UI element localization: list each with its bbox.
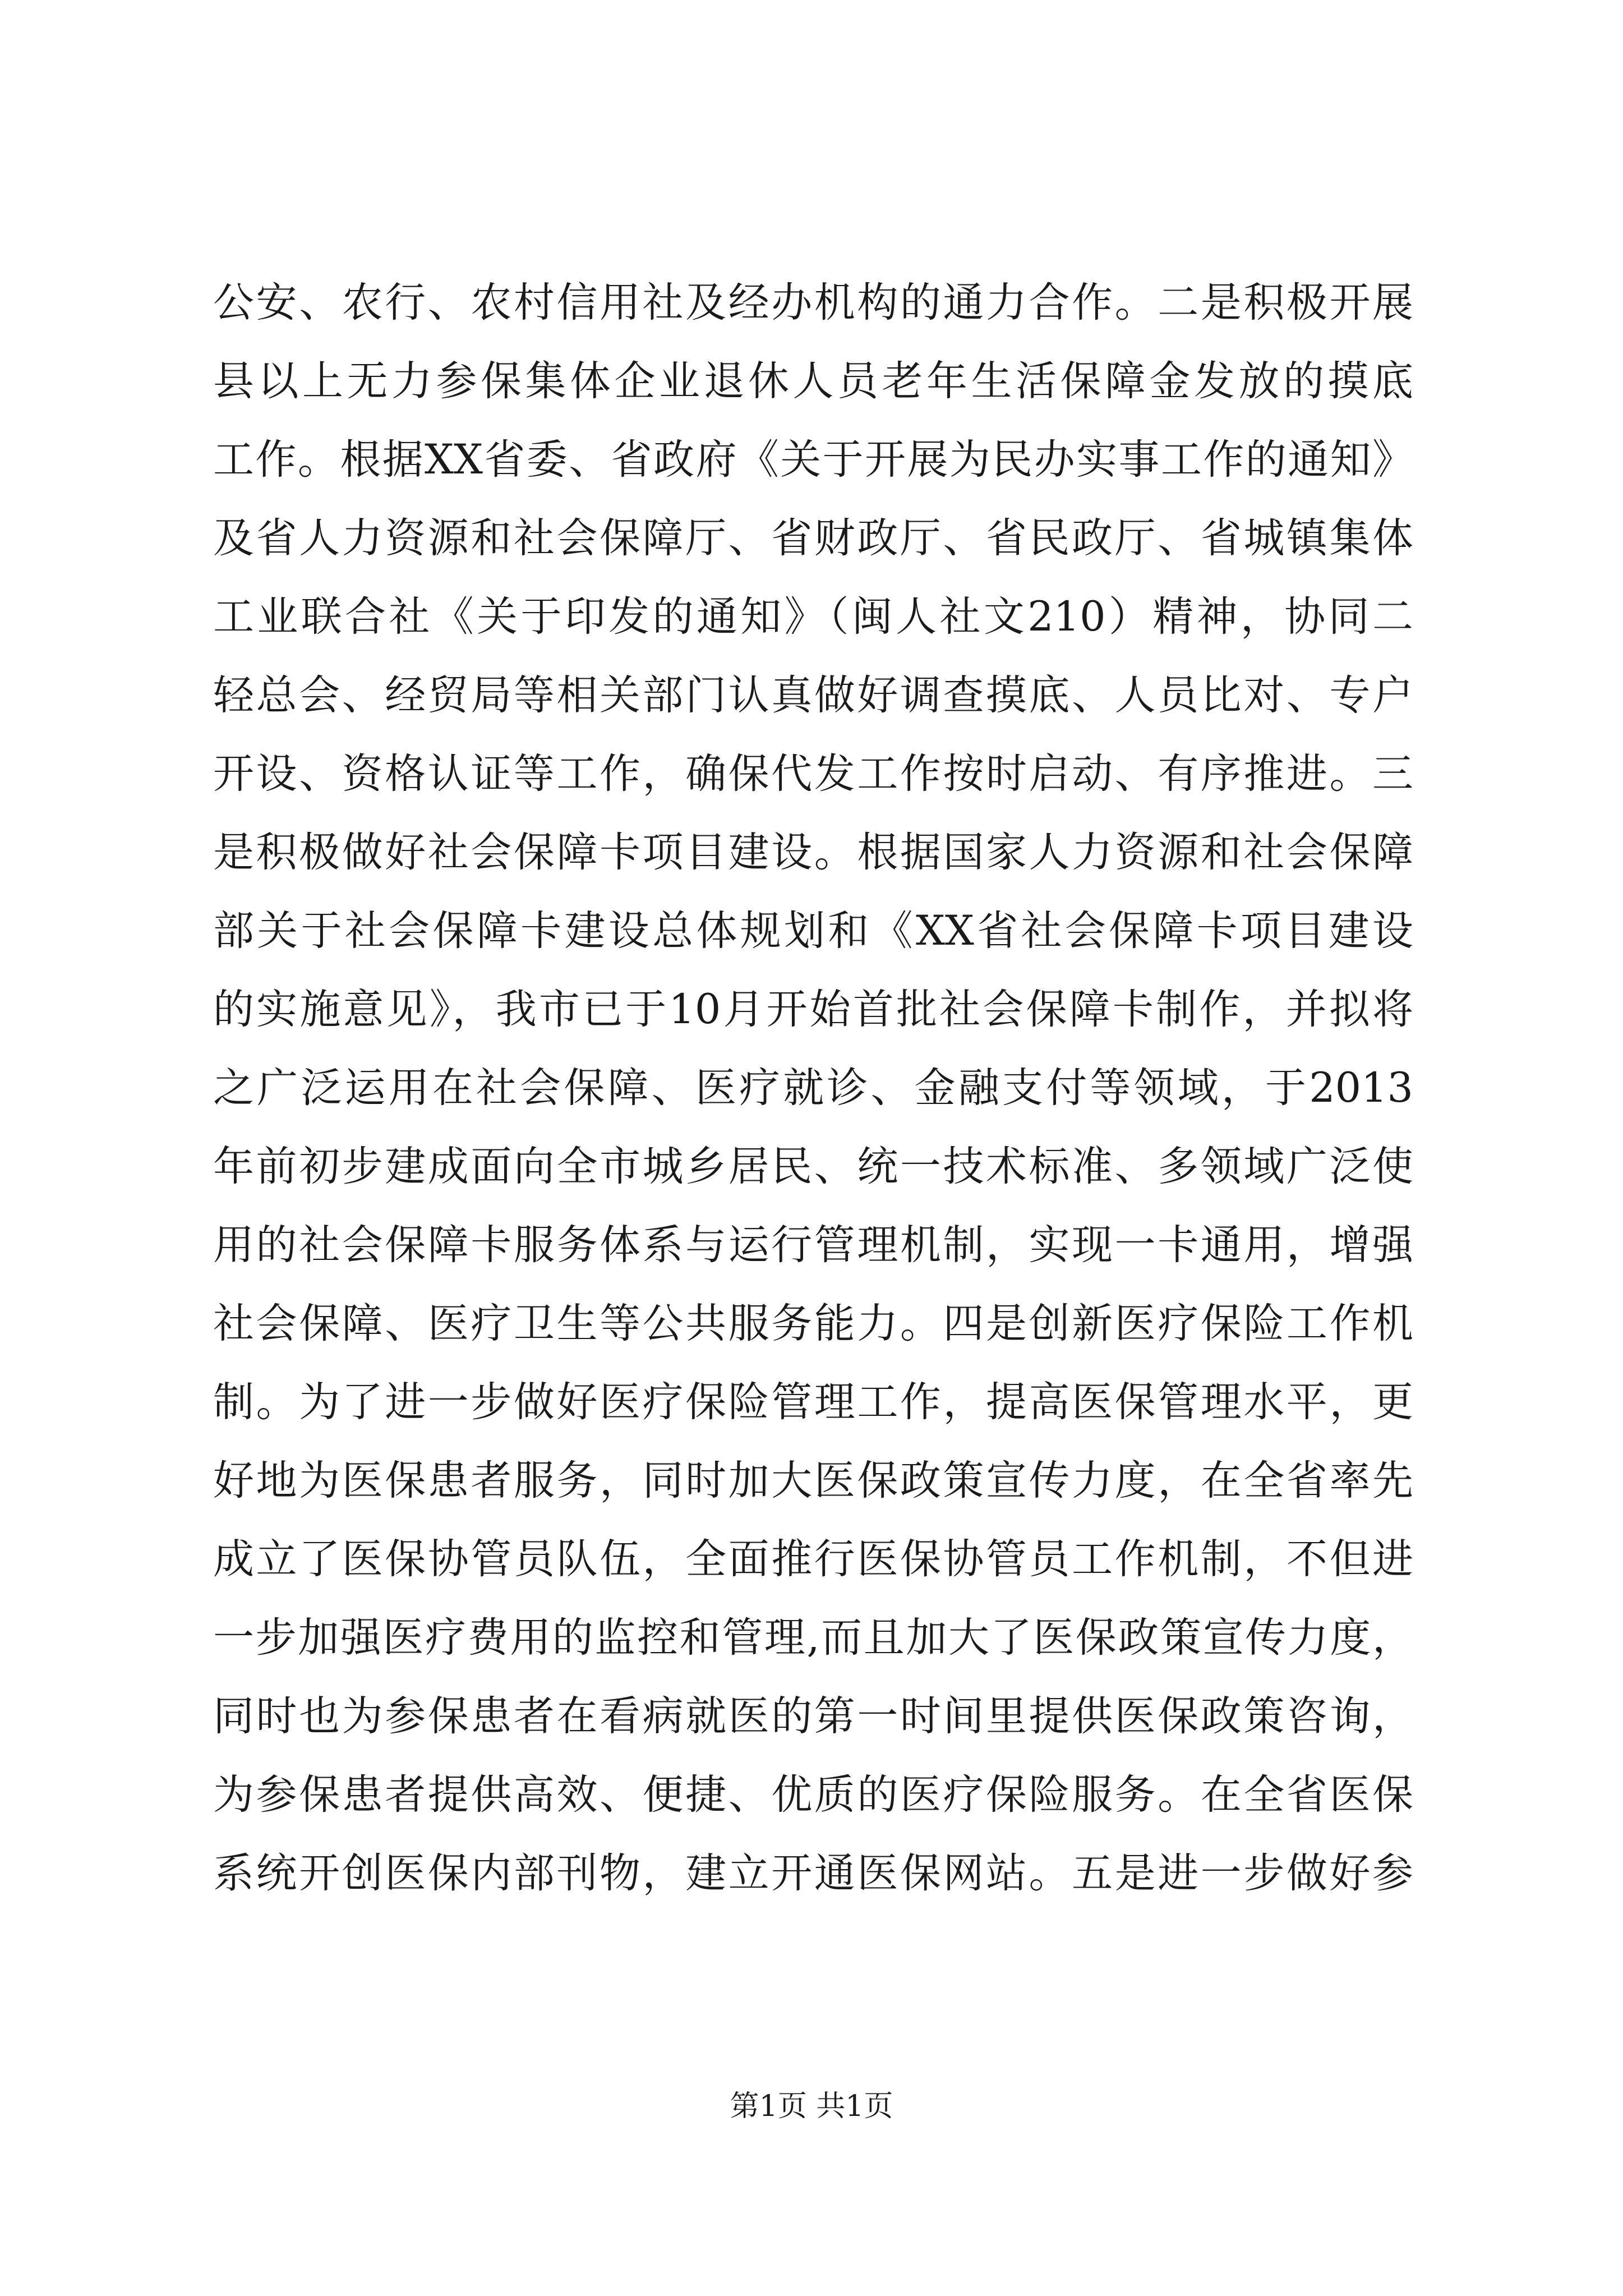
text-line: 制。为了进一步做好医疗保险管理工作，提高医保管理水平，更 — [213, 1378, 1413, 1426]
text-line: 轻总会、经贸局等相关部门认真做好调查摸底、人员比对、专户 — [213, 671, 1413, 719]
text-line: 之广泛运用在社会保障、医疗就诊、金融支付等领域，于2013 — [213, 1064, 1413, 1112]
text-line: 工作。根据XX省委、省政府《关于开展为民办实事工作的通知》 — [213, 436, 1413, 484]
text-line: 系统开创医保内部刊物，建立开通医保网站。五是进一步做好参 — [213, 1849, 1413, 1897]
text-line: 成立了医保协管员队伍，全面推行医保协管员工作机制，不但进 — [213, 1535, 1413, 1583]
text-line: 公安、农行、农村信用社及经办机构的通力合作。二是积极开展 — [213, 279, 1413, 326]
text-line: 部关于社会保障卡建设总体规划和《XX省社会保障卡项目建设 — [213, 907, 1413, 955]
document-body — [213, 264, 1413, 1913]
text-line: 是积极做好社会保障卡项目建设。根据国家人力资源和社会保障 — [213, 829, 1413, 876]
text-line: 工业联合社《关于印发的通知》（闽人社文210）精神，协同二 — [213, 593, 1413, 641]
page-footer — [0, 2087, 1623, 2126]
text-line: 好地为医保患者服务，同时加大医保政策宣传力度，在全省率先 — [213, 1457, 1413, 1504]
text-line: 用的社会保障卡服务体系与运行管理机制，实现一卡通用，增强 — [213, 1221, 1413, 1269]
text-line: 的实施意见》，我市已于10月开始首批社会保障卡制作，并拟将 — [213, 986, 1413, 1033]
text-line: 为参保患者提供高效、便捷、优质的医疗保险服务。在全省医保 — [213, 1771, 1413, 1819]
text-line: 社会保障、医疗卫生等公共服务能力。四是创新医疗保险工作机 — [213, 1300, 1413, 1347]
text-line: 开设、资格认证等工作，确保代发工作按时启动、有序推进。三 — [213, 750, 1413, 798]
page-number-label: 第1页 共1页 — [730, 2090, 893, 2123]
text-line: 同时也为参保患者在看病就医的第一时间里提供医保政策咨询， — [213, 1692, 1413, 1740]
text-line: 年前初步建成面向全市城乡居民、统一技术标准、多领域广泛使 — [213, 1143, 1413, 1190]
text-line: 一步加强医疗费用的监控和管理,而且加大了医保政策宣传力度， — [213, 1614, 1413, 1662]
text-line: 及省人力资源和社会保障厅、省财政厅、省民政厅、省城镇集体 — [213, 514, 1413, 562]
text-line: 县以上无力参保集体企业退休人员老年生活保障金发放的摸底 — [213, 357, 1413, 405]
